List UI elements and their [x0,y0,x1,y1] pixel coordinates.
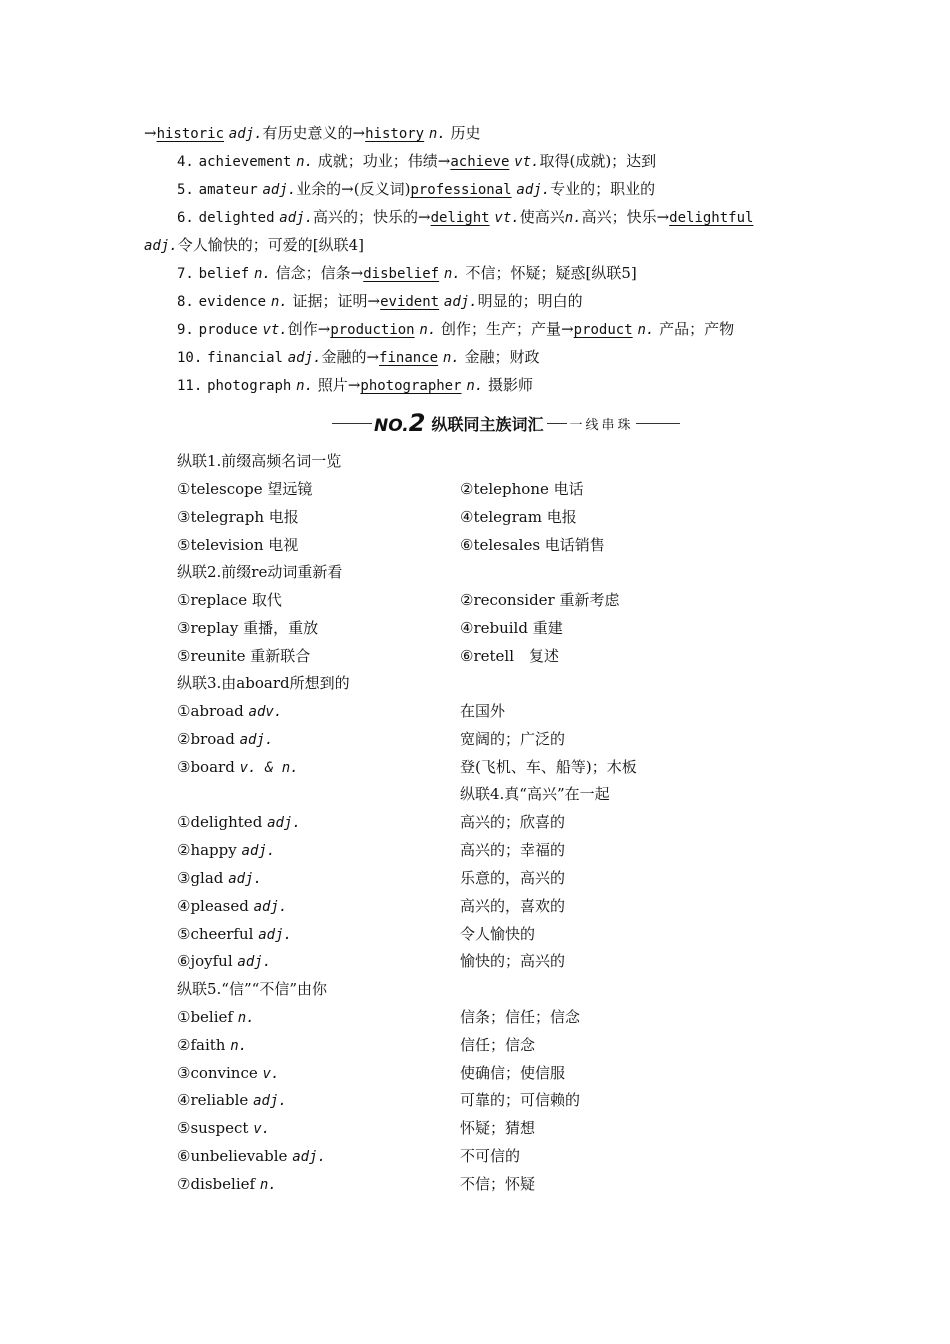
zl3-title: 纵联3.由aboard所想到的 [177,674,350,692]
entry-11: 11. photograph n. 照片→photographer n. 摄影师 [177,376,533,394]
heading-rule-left [332,423,372,424]
entry-8: 8. evidence n. 证据；证明→evident adj.明显的；明白的 [177,292,583,310]
zl5-word: ②faith n. [177,1036,248,1054]
zl5-meaning: 不信；怀疑 [460,1175,536,1193]
zl5-meaning: 不可信的 [460,1147,521,1165]
heading-title: 纵联同主族词汇 [431,414,544,434]
zl4-meaning: 高兴的，喜欢的 [460,897,566,915]
zl4-meaning: 高兴的；欣喜的 [460,813,566,831]
entry-6-continued: adj.令人愉快的；可爱的[纵联4] [144,236,364,254]
zl5-meaning: 怀疑；猜想 [460,1119,536,1137]
zl3-meaning: 宽阔的；广泛的 [460,730,566,748]
zl5-word: ③convince v. [177,1064,280,1082]
zl2-title: 纵联2.前缀re动词重新看 [177,563,343,581]
zl2-row: ⑥retell 复述 [460,647,559,665]
zl4-word: ④pleased adj. [177,897,288,915]
zl3-word: ①abroad adv. [177,702,283,720]
zl4-title: 纵联4.真“高兴”在一起 [460,785,610,803]
zl1-row: ②telephone 电话 [460,480,584,498]
entry-7: 7. belief n. 信念；信条→disbelief n. 不信；怀疑；疑惑[纵联5] [177,264,637,282]
zl4-word: ③glad adj. [177,869,262,887]
heading-subtitle: 一线串珠 [569,417,634,433]
zl1-title: 纵联1.前缀高频名词一览 [177,452,342,470]
zl3-word: ②broad adj. [177,730,274,748]
heading-rule-mid [547,423,567,424]
zl2-row: ⑤reunite 重新联合 [177,647,311,665]
zl4-meaning: 令人愉快的 [460,925,536,943]
zl5-meaning: 信条；信任；信念 [460,1008,581,1026]
zl2-row: ①replace 取代 [177,591,282,609]
zl5-word: ⑤suspect v. [177,1119,271,1137]
entry-6: 6. delighted adj.高兴的；快乐的→delight vt.使高兴n.高兴；快乐→delightful [177,208,754,226]
zl4-word: ②happy adj. [177,841,276,859]
zl4-word: ⑥joyful adj. [177,952,272,970]
zl3-meaning: 在国外 [460,702,506,720]
zl5-word: ④reliable adj. [177,1091,287,1109]
entry-9: 9. produce vt.创作→production n. 创作；生产；产量→product n. 产品；产物 [177,320,735,338]
zl5-word: ⑦disbelief n. [177,1175,277,1193]
zl4-meaning: 乐意的，高兴的 [460,869,566,887]
zl5-meaning: 可靠的；可信赖的 [460,1091,581,1109]
entry-4: 4. achievement n. 成就；功业；伟绩→achieve vt.取得(成就)；达到 [177,152,657,170]
heading-number: NO.2 [374,409,426,437]
zl5-meaning: 信任；信念 [460,1036,536,1054]
zl5-title: 纵联5.“信”“不信”由你 [177,980,327,998]
zl1-row: ①telescope 望远镜 [177,480,313,498]
section-heading [332,410,682,436]
zl4-meaning: 愉快的；高兴的 [460,952,566,970]
entry-5: 5. amateur adj.业余的→(反义词)professional adj.专业的；职业的 [177,180,656,198]
entry-historic: →historic adj.有历史意义的→history n. 历史 [144,124,481,142]
entry-10: 10. financial adj.金融的→finance n. 金融；财政 [177,348,540,366]
zl1-row: ⑤television 电视 [177,536,299,554]
zl1-row: ④telegram 电报 [460,508,577,526]
zl1-row: ⑥telesales 电话销售 [460,536,605,554]
zl1-row: ③telegraph 电报 [177,508,299,526]
zl5-meaning: 使确信；使信服 [460,1064,566,1082]
word-history: history [365,126,425,142]
word-historic: historic [156,126,225,142]
zl4-word: ⑤cheerful adj. [177,925,292,943]
zl5-word: ①belief n. [177,1008,255,1026]
zl3-word: ③board v. & n. [177,758,299,776]
zl5-word: ⑥unbelievable adj. [177,1147,326,1165]
zl4-meaning: 高兴的；幸福的 [460,841,566,859]
zl2-row: ②reconsider 重新考虑 [460,591,620,609]
heading-rule-right [636,423,680,424]
zl2-row: ④rebuild 重建 [460,619,563,637]
zl4-word: ①delighted adj. [177,813,301,831]
zl3-meaning: 登(飞机、车、船等)；木板 [460,758,637,776]
zl2-row: ③replay 重播，重放 [177,619,319,637]
